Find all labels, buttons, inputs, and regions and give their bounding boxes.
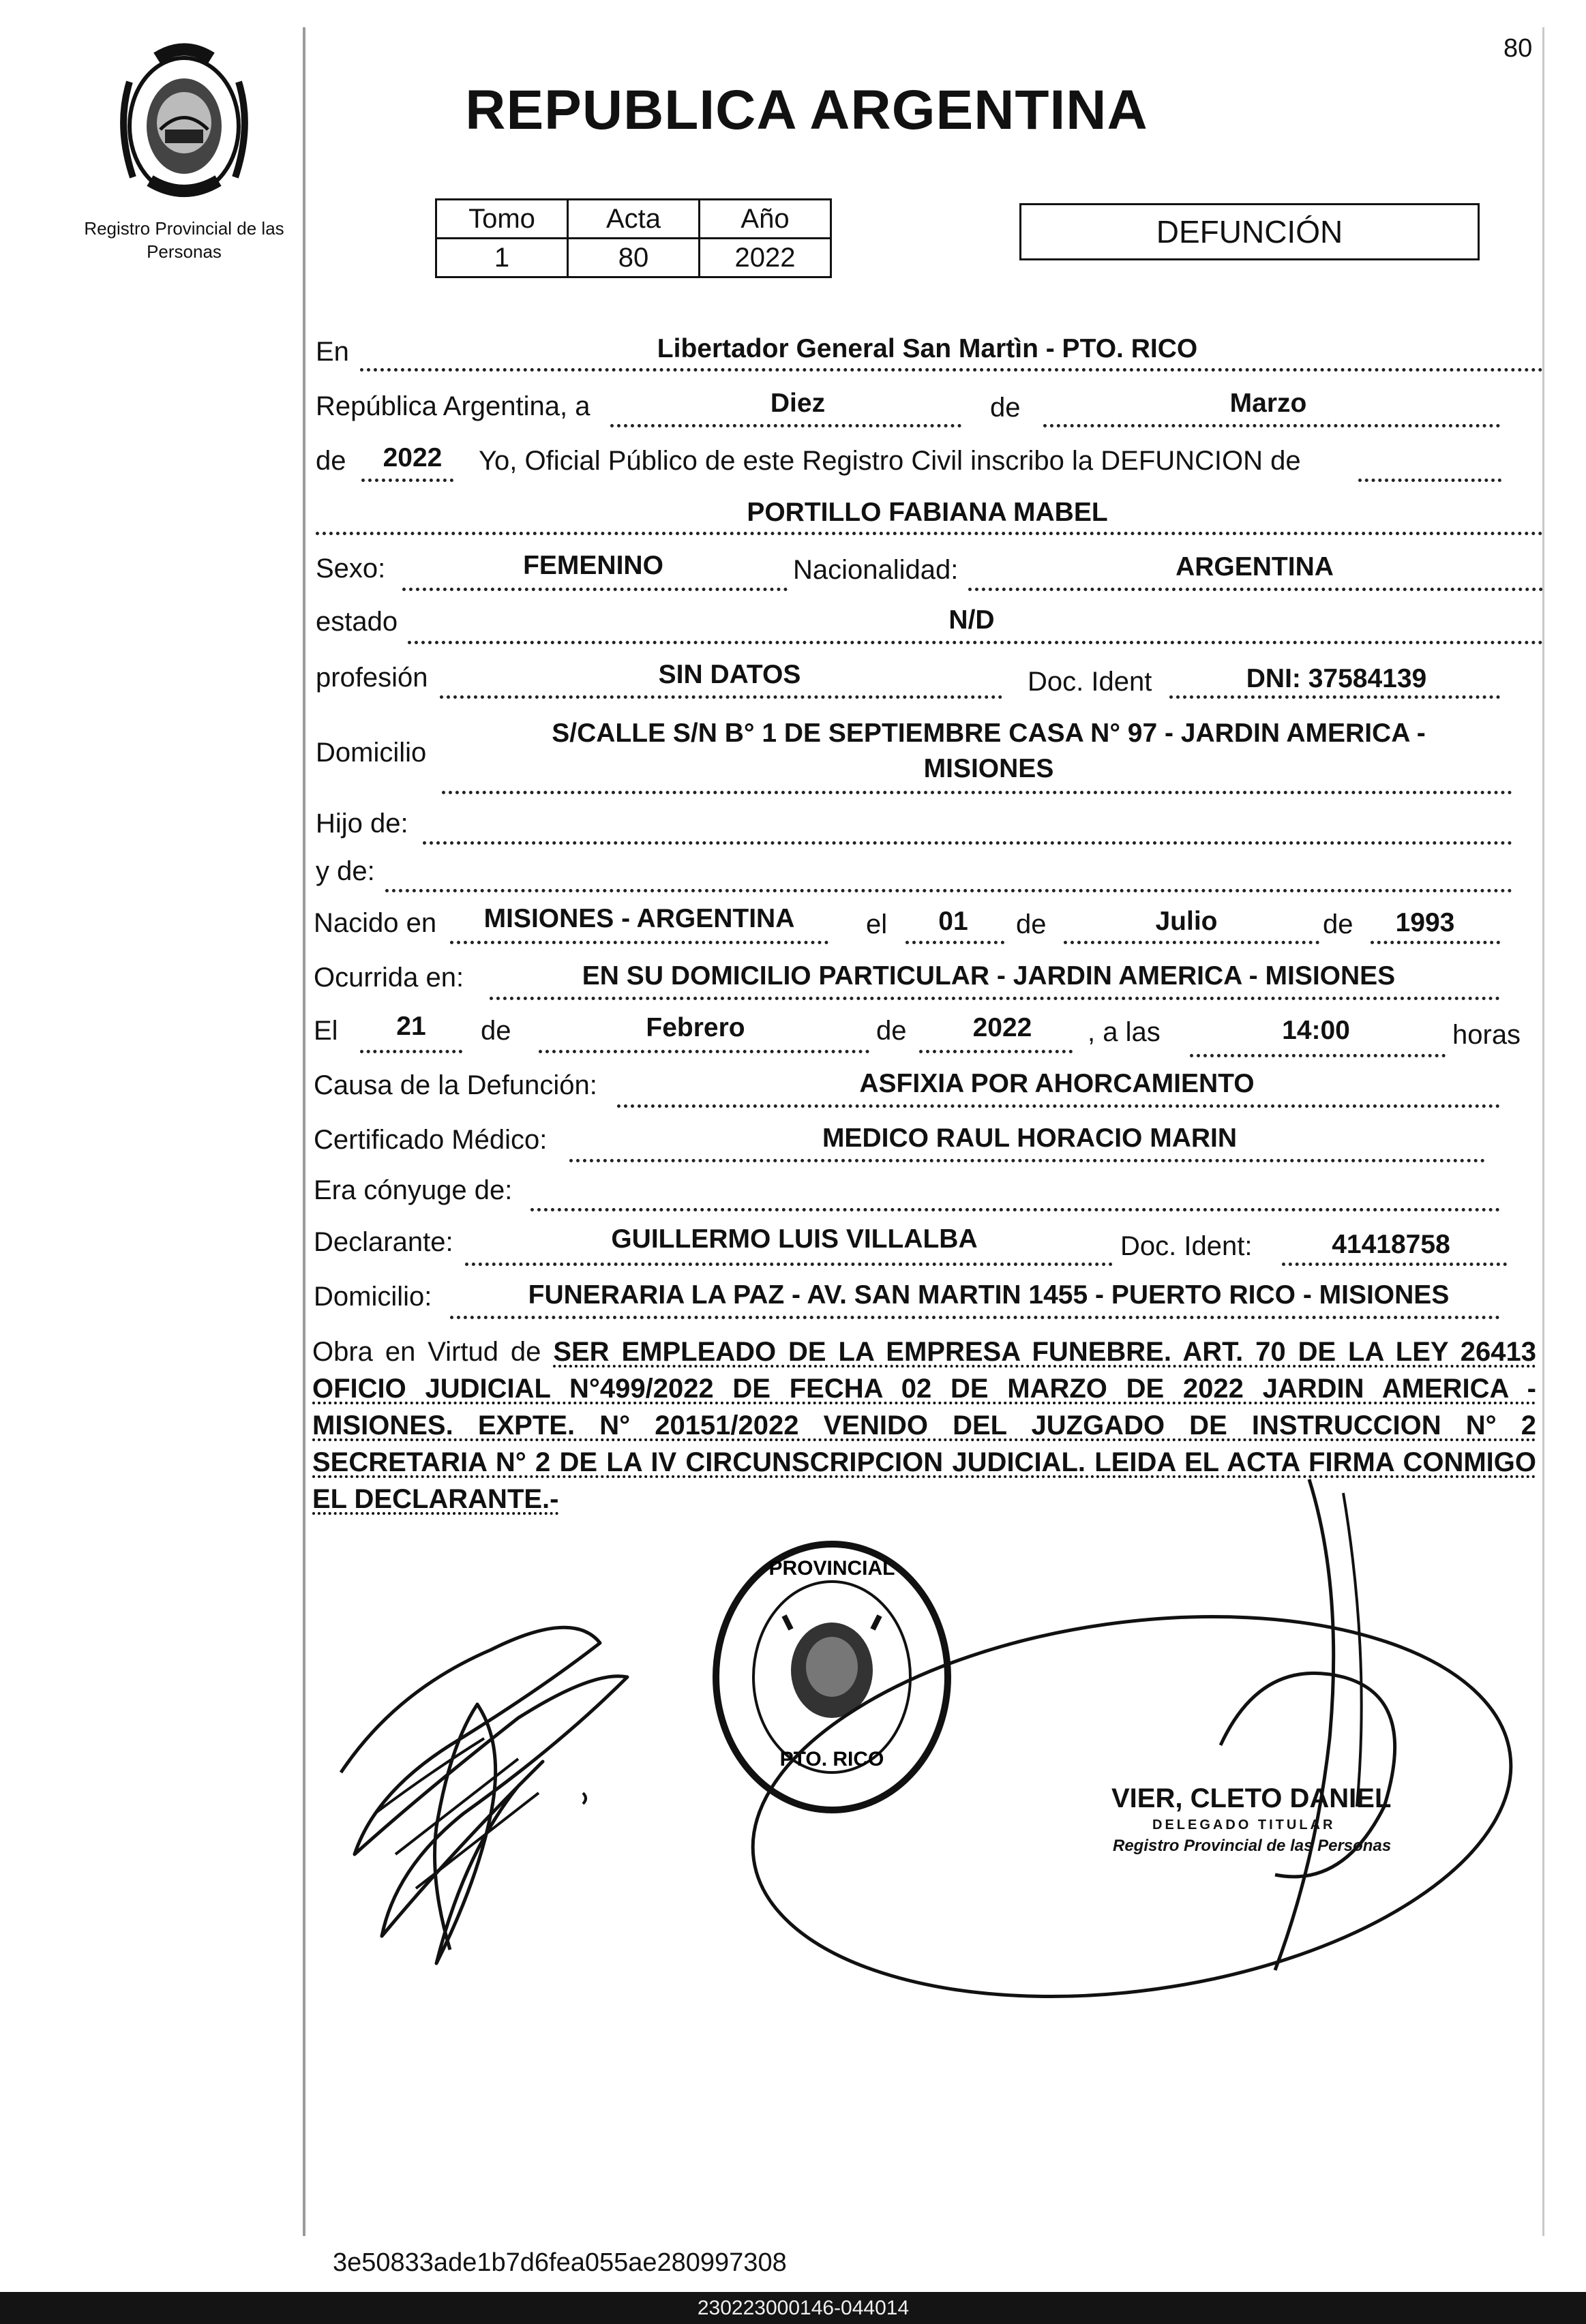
profesion-value: SIN DATOS: [658, 660, 801, 689]
estado-value: N/D: [948, 605, 995, 635]
dotted-line: [1064, 941, 1319, 944]
deceased-name-value: PORTILLO FABIANA MABEL: [747, 498, 1108, 527]
dotted-line: [906, 941, 1004, 944]
page-number: 80: [1503, 34, 1533, 63]
record-value-anio: 2022: [700, 239, 831, 277]
dotted-line: [402, 588, 788, 591]
horas-label: horas: [1452, 1020, 1521, 1050]
day-word-value: Diez: [770, 389, 826, 418]
republica-label: República Argentina, a: [316, 391, 590, 421]
causa-label: Causa de la Defunción:: [314, 1070, 597, 1100]
record-header-anio: Año: [700, 200, 831, 239]
registry-label: Registro Provincial de las Personas: [84, 218, 284, 262]
doc-ident-label: Doc. Ident:: [1120, 1231, 1253, 1261]
dotted-line: [450, 1316, 1500, 1319]
causa-value: ASFIXIA POR AHORCAMIENTO: [859, 1069, 1255, 1098]
dotted-line: [539, 1050, 869, 1053]
record-value-acta: 80: [568, 239, 700, 277]
certificado-value: MEDICO RAUL HORACIO MARIN: [822, 1123, 1238, 1153]
statement-text: Yo, Oficial Público de este Registro Civil inscribo la DEFUNCION de: [479, 446, 1301, 476]
de-label: de: [316, 446, 346, 476]
el-label: El: [314, 1016, 338, 1046]
birth-day-value: 01: [938, 907, 968, 936]
dotted-line: [1190, 1054, 1446, 1057]
obra-value: SER EMPLEADO DE LA EMPRESA FUNEBRE. ART. 70 DE LA LEY 26413 OFICIO JUDICIAL N°499/2022 DE FECHA 02 DE MARZO DE 2022 JARDIN AMERICA - MISIONES. EXPTE. N° 20151/2022 VENIDO DEL JUZGADO DE INSTRUCCION N° 2 SECRETARIA N° 2 DE LA IV CIRCUNSCRIPCION JUDICIAL. LEIDA EL ACTA FIRMA CONMIGO EL DECLARANTE.-: [312, 1337, 1536, 1514]
de-label: de: [876, 1016, 907, 1046]
birth-month-value: Julio: [1155, 907, 1218, 936]
estado-label: estado: [316, 607, 398, 637]
svg-text:PROVINCIAL: PROVINCIAL: [768, 1557, 895, 1580]
declarante-domicilio-value: FUNERARIA LA PAZ - AV. SAN MARTIN 1455 - PUERTO RICO - MISIONES: [528, 1280, 1450, 1310]
en-label: En: [316, 337, 349, 367]
domicilio-value-line2: MISIONES: [923, 754, 1054, 783]
footer-code: 230223000146-044014: [0, 2292, 1586, 2324]
doc-label: Doc. Ident: [1028, 667, 1152, 697]
dotted-line: [1282, 1263, 1507, 1266]
ocurrida-label: Ocurrida en:: [314, 963, 464, 993]
death-year-value: 2022: [972, 1013, 1032, 1042]
de-label: de: [1323, 909, 1353, 939]
dotted-line: [465, 1263, 1113, 1266]
de-label: de: [990, 393, 1021, 423]
dotted-line: [617, 1104, 1500, 1108]
death-time-value: 14:00: [1282, 1016, 1350, 1045]
year-value: 2022: [383, 443, 443, 472]
de-label: de: [1016, 909, 1047, 939]
dotted-line: [450, 941, 828, 944]
svg-text:PTO. RICO: PTO. RICO: [779, 1748, 884, 1770]
death-day-value: 21: [396, 1012, 426, 1041]
declarante-doc-value: 41418758: [1332, 1230, 1450, 1259]
dotted-line: [442, 791, 1512, 794]
nacido-en-value: MISIONES - ARGENTINA: [483, 904, 795, 933]
domicilio-value-line1: S/CALLE S/N B° 1 DE SEPTIEMBRE CASA N° 97 - JARDIN AMERICA -: [552, 719, 1426, 748]
declarante-value: GUILLERMO LUIS VILLALBA: [611, 1224, 978, 1254]
profesion-label: profesión: [316, 663, 428, 693]
hijo-label: Hijo de:: [316, 809, 408, 839]
official-name: VIER, CLETO DANIEL: [1111, 1783, 1392, 1813]
dotted-line: [423, 841, 1512, 845]
certificado-label: Certificado Médico:: [314, 1125, 548, 1155]
dotted-line: [1043, 424, 1500, 427]
record-value-tomo: 1: [436, 239, 568, 277]
el-label: el: [866, 909, 888, 939]
de-label: de: [481, 1016, 511, 1046]
dotted-line: [385, 889, 1512, 892]
declarant-signature-icon: [314, 1568, 668, 1991]
nacionalidad-value: ARGENTINA: [1176, 552, 1334, 582]
dotted-line: [1169, 695, 1500, 699]
dotted-line: [919, 1050, 1073, 1053]
dotted-line: [610, 424, 961, 427]
dotted-line: [530, 1208, 1500, 1211]
dotted-line: [361, 479, 453, 482]
obra-label: Obra en Virtud de: [312, 1337, 541, 1367]
official-signature-icon: [730, 1452, 1534, 2066]
record-header-tomo: Tomo: [436, 200, 568, 239]
death-month-value: Febrero: [646, 1013, 745, 1042]
dotted-line: [360, 1050, 462, 1053]
right-margin-line: [1542, 27, 1544, 2236]
official-role: DELEGADO TITULAR: [1152, 1817, 1336, 1832]
month-value: Marzo: [1229, 389, 1307, 418]
margin-line: [303, 27, 305, 2236]
dotted-line: [1358, 479, 1501, 482]
declarante-label: Declarante:: [314, 1227, 453, 1257]
nacionalidad-label: Nacionalidad:: [793, 555, 959, 585]
dotted-line: [1371, 941, 1500, 944]
nacido-label: Nacido en: [314, 908, 437, 938]
dotted-line: [360, 368, 1543, 372]
dotted-line: [408, 641, 1543, 644]
domicilio-label: Domicilio: [316, 738, 427, 768]
page-title: REPUBLICA ARGENTINA: [465, 79, 1148, 141]
doc-value: DNI: 37584139: [1246, 664, 1427, 693]
dotted-line: [316, 532, 1543, 535]
sexo-value: FEMENINO: [523, 551, 663, 580]
ocurrida-value: EN SU DOMICILIO PARTICULAR - JARDIN AMERICA - MISIONES: [582, 961, 1396, 991]
dotted-line: [569, 1159, 1485, 1162]
record-table: [435, 198, 832, 278]
sexo-label: Sexo:: [316, 554, 386, 584]
dotted-line: [968, 588, 1543, 591]
conyuge-label: Era cónyuge de:: [314, 1175, 513, 1205]
record-type-box: DEFUNCIÓN: [1019, 203, 1480, 260]
birth-year-value: 1993: [1395, 908, 1455, 937]
dotted-line: [490, 997, 1500, 1000]
record-header-acta: Acta: [568, 200, 700, 239]
place-value: Libertador General San Martìn - PTO. RICO: [657, 334, 1198, 363]
dotted-line: [440, 695, 1002, 699]
y-de-label: y de:: [316, 856, 375, 886]
domicilio-declarante-label: Domicilio:: [314, 1282, 432, 1312]
document-hash: 3e50833ade1b7d6fea055ae280997308: [333, 2248, 787, 2277]
a-las-label: , a las: [1088, 1017, 1161, 1047]
official-office: Registro Provincial de las Personas: [1113, 1837, 1392, 1855]
